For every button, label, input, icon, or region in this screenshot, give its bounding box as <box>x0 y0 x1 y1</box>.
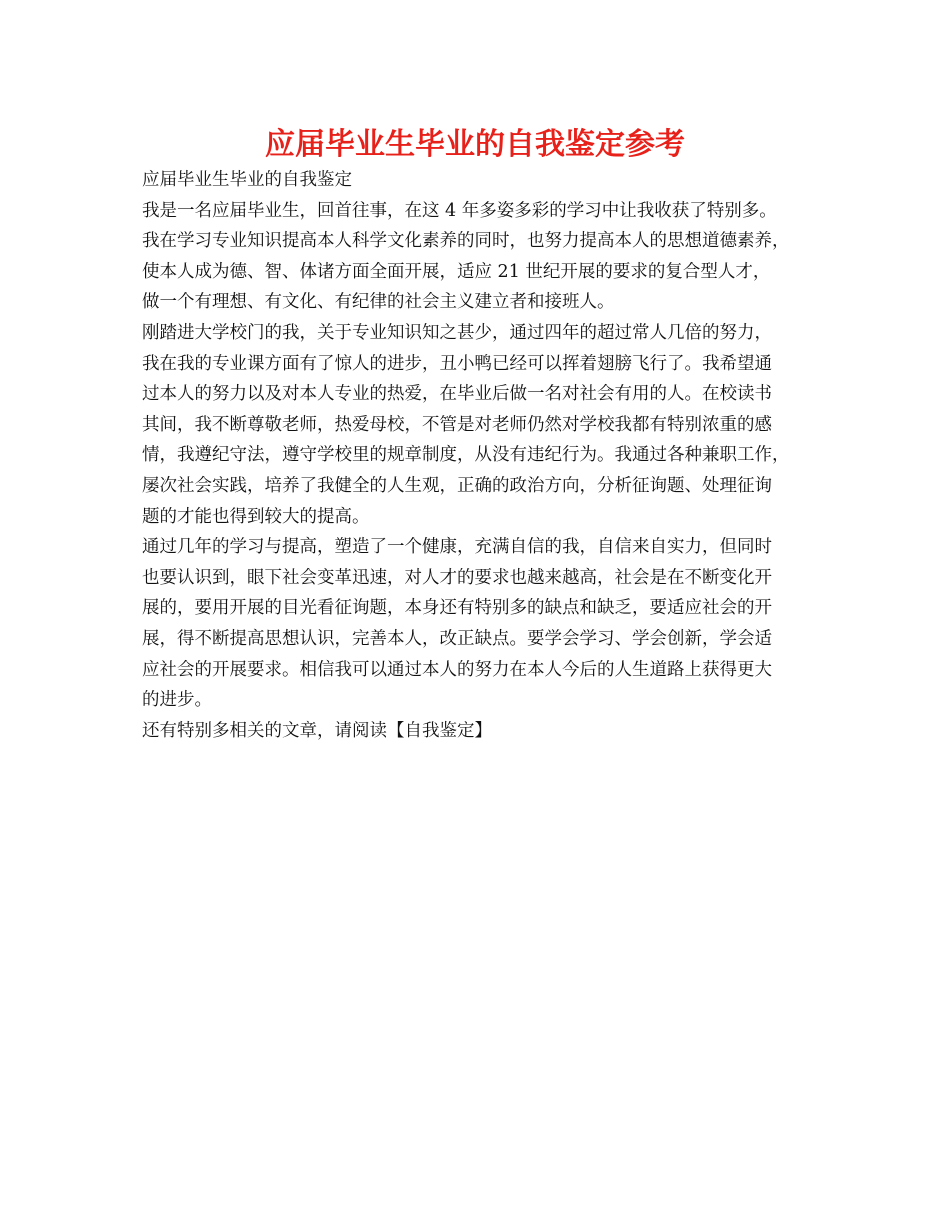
paragraph-line: 我在我的专业课方面有了惊人的进步，丑小鸭已经可以挥着翅膀飞行了。我希望通 <box>142 353 772 374</box>
paragraph-line: 使本人成为德、智、体诸方面全面开展，适应 21 世纪开展的要求的复合型人才， <box>142 261 771 282</box>
paragraph-4 <box>142 532 822 716</box>
paragraph-line: 我在学习专业知识提高本人科学文化素养的同时，也努力提高本人的思想道德素养， <box>142 231 790 252</box>
paragraph-1 <box>142 196 822 227</box>
paragraph-line: 也要认识到，眼下社会变革迅速，对人才的要求也越来越高，社会是在不断变化开 <box>142 567 772 588</box>
paragraph-3 <box>142 318 822 532</box>
paragraph-line: 展，得不断提高思想认识，完善本人，改正缺点。要学会学习、学会创新，学会适 <box>142 628 772 649</box>
paragraph-line: 应社会的开展要求。相信我可以通过本人的努力在本人今后的人生道路上获得更大 <box>142 659 772 680</box>
paragraph-line: 过本人的努力以及对本人专业的热爱，在毕业后做一名对社会有用的人。在校读书 <box>142 384 772 405</box>
subtitle-line: 应届毕业生毕业的自我鉴定 <box>142 170 352 190</box>
paragraph-2 <box>142 226 822 318</box>
related-articles-line: 还有特别多相关的文章，请阅读【自我鉴定】 <box>142 720 492 741</box>
paragraph-line: 的进步。 <box>142 690 212 711</box>
paragraph-line: 题的才能也得到较大的提高。 <box>142 506 370 527</box>
paragraph-5 <box>142 716 822 747</box>
paragraph-line: 我是一名应届毕业生，回首往事，在这 4 年多姿多彩的学习中让我收获了特别多。 <box>142 200 777 221</box>
document-body <box>142 165 822 746</box>
paragraph-line: 刚踏进大学校门的我，关于专业知识知之甚少，通过四年的超过常人几倍的努力， <box>142 322 772 343</box>
paragraph-line: 屡次社会实践，培养了我健全的人生观，正确的政治方向，分析征询题、处理征询 <box>142 475 772 496</box>
paragraph-line: 情，我遵纪守法，遵守学校里的规章制度，从没有违纪行为。我通过各种兼职工作， <box>142 445 790 466</box>
paragraph-line: 通过几年的学习与提高，塑造了一个健康，充满自信的我，自信来自实力，但同时 <box>142 537 772 558</box>
paragraph-line: 做一个有理想、有文化、有纪律的社会主义建立者和接班人。 <box>142 292 615 313</box>
paragraph-line: 其间，我不断尊敬老师，热爱母校，不管是对老师仍然对学校我都有特别浓重的感 <box>142 414 772 435</box>
document-title: 应届毕业生毕业的自我鉴定参考 <box>265 127 685 162</box>
paragraph-line: 展的，要用开展的目光看征询题，本身还有特别多的缺点和缺乏，要适应社会的开 <box>142 598 772 619</box>
document-subtitle <box>142 165 822 196</box>
